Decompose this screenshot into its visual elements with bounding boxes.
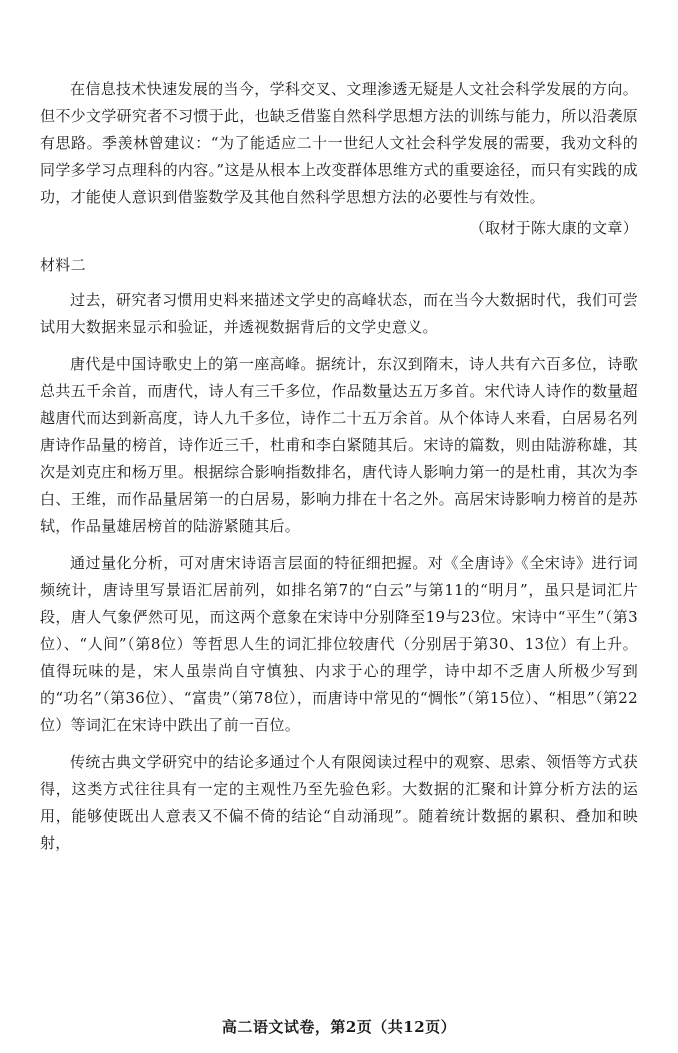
material1-source: （取材于陈大康的文章） (469, 219, 638, 237)
page-footer: 高二语文试卷，第2页（共12页） (221, 1018, 457, 1036)
material2-paragraph-1: 过去，研究者习惯用史料来描述文学史的高峰状态，而在当今大数据时代，我们可尝试用大数据来显示和验证，并透视数据背后的文学史意义。 (40, 291, 638, 336)
material1-paragraph: 在信息技术快速发展的当今，学科交叉、文理渗透无疑是人文社会科学发展的方向。但不少文学研究者不习惯于此，也缺乏借鉴自然科学思想方法的训练与能力，所以沿袭原有思路。季羡林曾建议：“为了能适应二十一世纪人文社会科学发展的需要，我劝文科的同学多学习点理科的内容。”这是从根本上改变群体思维方式的重要途径，而只有实践的成功，才能使人意识到借鉴数学及其他自然科学思想方法的必要性与有效性。 (40, 80, 638, 206)
material2-paragraph-4: 传统古典文学研究中的结论多通过个人有限阅读过程中的观察、思索、领悟等方式获得，这类方式往往具有一定的主观性乃至先验色彩。大数据的汇聚和计算分析方法的运用，能够使既出人意表又不偏不倚的结论“自动涌现”。随着统计数据的累积、叠加和映射， (40, 753, 638, 852)
material2-paragraph-3: 通过量化分析，可对唐宋诗语言层面的特征细把握。对《全唐诗》《全宋诗》进行词频统计，唐诗里写景语汇居前列，如排名第7的“白云”与第11的“明月”，虽只是词汇片段，唐人气象俨然可见，而这两个意象在宋诗中分别降至19与23位。宋诗中“平生”（第3位）、“人间”（第8位）等哲思人生的词汇排位较唐代（分别居于第30、13位）有上升。值得玩味的是，宋人虽崇尚自守慎独、内求于心的理学，诗中却不乏唐人所极少写到的“功名”（第36位）、“富贵”（第78位），而唐诗中常见的“惆怅”（第15位）、“相思”（第22位）等词汇在宋诗中跌出了前一百位。 (40, 554, 638, 734)
material2-paragraph-2: 唐代是中国诗歌史上的第一座高峰。据统计，东汉到隋末，诗人共有六百多位，诗歌总共五千余首，而唐代，诗人有三千多位，作品数量达五万多首。宋代诗人诗作的数量超越唐代而达到新高度，诗人九千多位，诗作二十五万余首。从个体诗人来看，白居易名列唐诗作品量的榜首，诗作近三千，杜甫和李白紧随其后。宋诗的篇数，则由陆游称雄，其次是刘克庄和杨万里。根据综合影响指数排名，唐代诗人影响力第一的是杜甫，其次为李白、王维，而作品量居第一的白居易，影响力排在十名之外。高居宋诗影响力榜首的是苏轼，作品量雄居榜首的陆游紧随其后。 (40, 355, 638, 535)
material2-heading: 材料二 (40, 256, 86, 274)
